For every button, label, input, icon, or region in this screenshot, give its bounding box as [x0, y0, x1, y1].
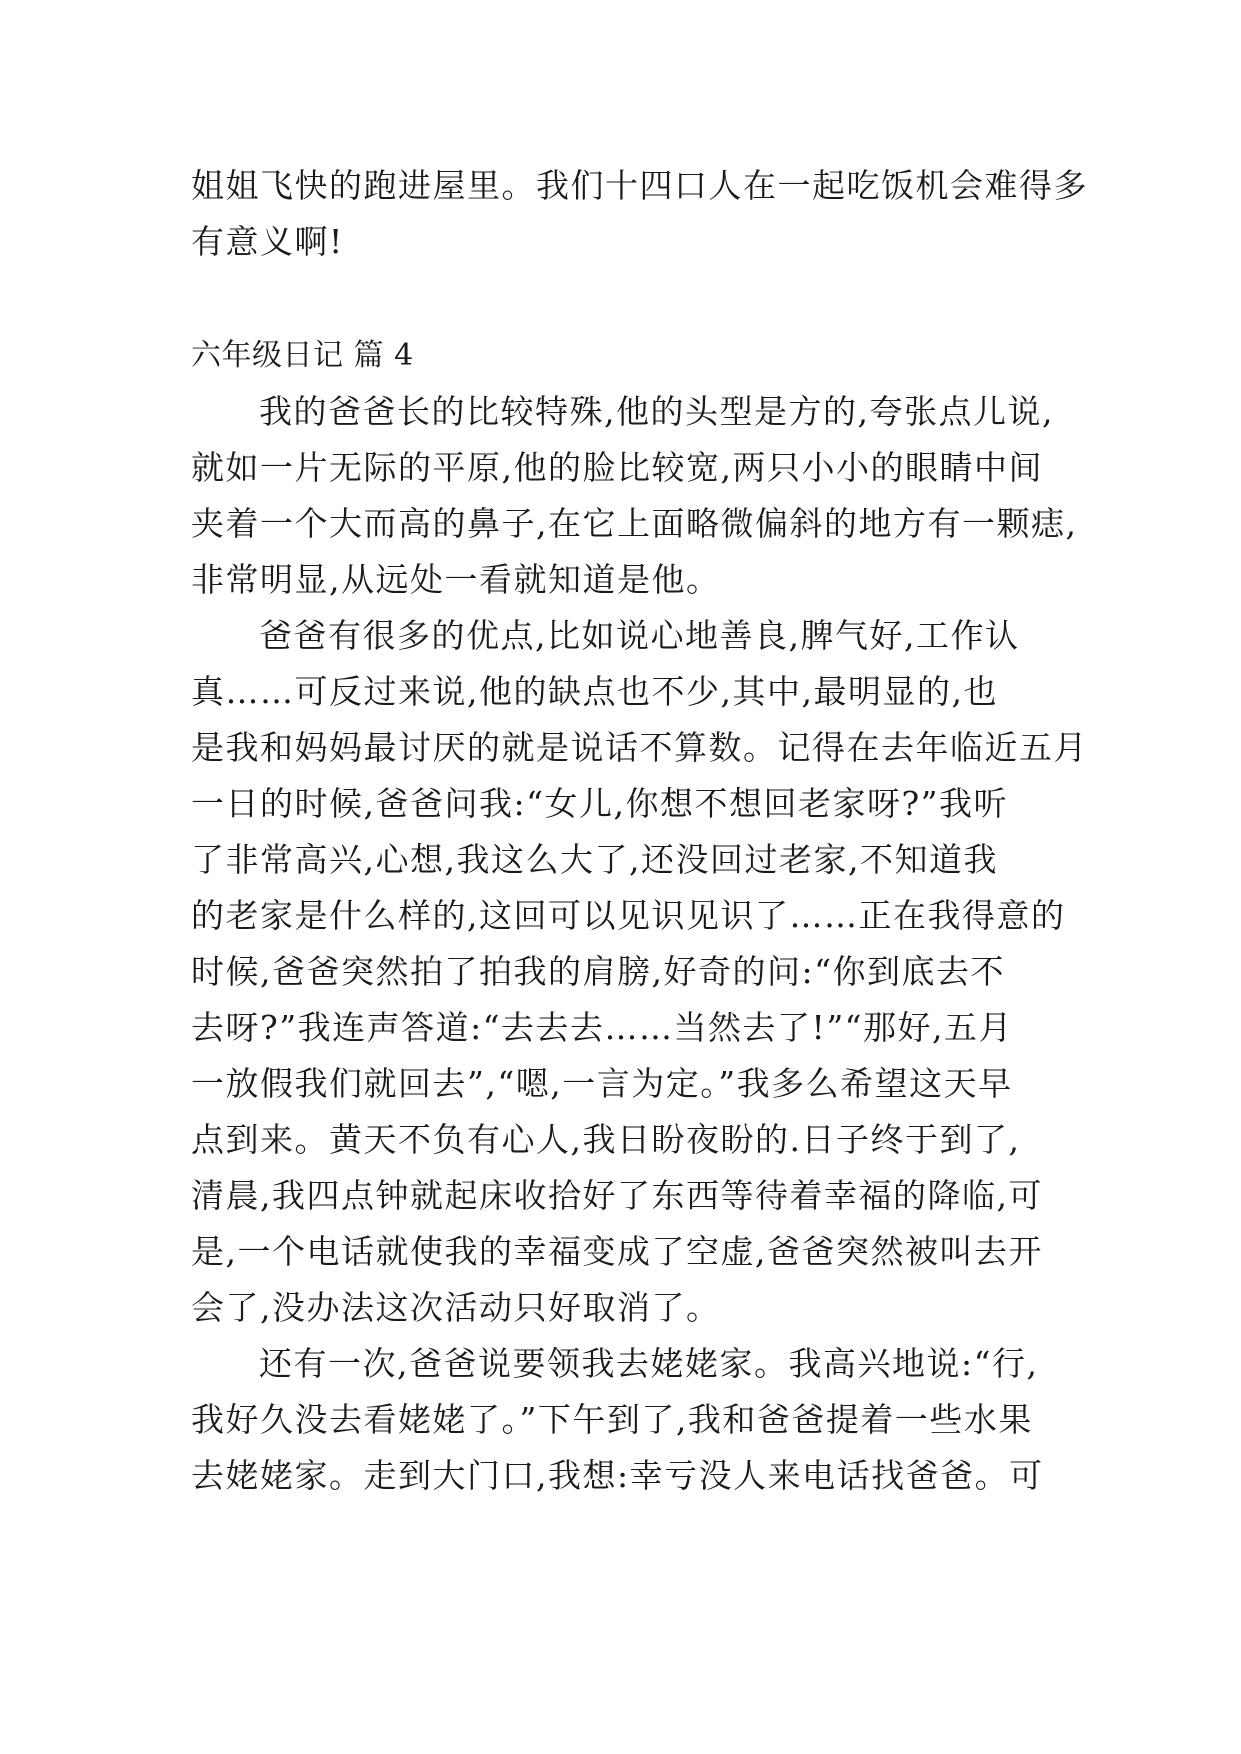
paragraph-line: 夹着一个大而高的鼻子,在它上面略微偏斜的地方有一颗痣, — [191, 504, 1078, 543]
paragraph-line: 还有一次,爸爸说要领我去姥姥家。我高兴地说:“行, — [259, 1344, 1039, 1383]
paragraph-line: 是,一个电话就使我的幸福变成了空虚,爸爸突然被叫去开 — [191, 1232, 1043, 1271]
paragraph-line: 了非常高兴,心想,我这么大了,还没回过老家,不知道我 — [191, 840, 998, 879]
intro-line: 姐姐飞快的跑进屋里。我们十四口人在一起吃饭机会难得多 — [191, 166, 1088, 205]
paragraph-line: 是我和妈妈最讨厌的就是说话不算数。记得在去年临近五月 — [191, 728, 1088, 767]
paragraph-line: 去呀?”我连声答道:“去去去……当然去了!”“那好,五月 — [191, 1008, 1014, 1047]
paragraph-line: 的老家是什么样的,这回可以见识见识了……正在我得意的 — [191, 896, 1066, 935]
paragraph-line: 真……可反过来说,他的缺点也不少,其中,最明显的,也 — [191, 672, 998, 711]
intro-line: 有意义啊! — [191, 222, 344, 261]
paragraph-line: 点到来。黄天不负有心人,我日盼夜盼的.日子终于到了, — [191, 1120, 1021, 1159]
paragraph-3 — [191, 1336, 1061, 1504]
section-heading: 六年级日记 篇 4 — [191, 338, 414, 373]
paragraph-line: 我好久没去看姥姥了。”下午到了,我和爸爸提着一些水果 — [191, 1400, 1033, 1439]
paragraph-1 — [191, 384, 1078, 608]
document-body — [191, 158, 1088, 1504]
paragraph-line: 一日的时候,爸爸问我:“女儿,你想不想回老家呀?”我听 — [191, 784, 1009, 823]
paragraph-line: 我的爸爸长的比较特殊,他的头型是方的,夸张点儿说, — [259, 392, 1054, 431]
paragraph-line: 爸爸有很多的优点,比如说心地善良,脾气好,工作认 — [259, 616, 1020, 655]
paragraph-line: 就如一片无际的平原,他的脸比较宽,两只小小的眼睛中间 — [191, 448, 1043, 487]
paragraph-line: 非常明显,从远处一看就知道是他。 — [191, 560, 721, 599]
paragraph-line: 一放假我们就回去”,“嗯,一言为定。”我多么希望这天早 — [191, 1064, 1013, 1103]
paragraph-line: 时候,爸爸突然拍了拍我的肩膀,好奇的问:“你到底去不 — [191, 952, 1005, 991]
paragraph-line: 去姥姥家。走到大门口,我想:幸亏没人来电话找爸爸。可 — [191, 1456, 1044, 1495]
paragraph-2 — [191, 608, 1088, 1336]
paragraph-line: 清晨,我四点钟就起床收拾好了东西等待着幸福的降临,可 — [191, 1176, 1043, 1215]
paragraph-line: 会了,没办法这次活动只好取消了。 — [191, 1288, 721, 1327]
